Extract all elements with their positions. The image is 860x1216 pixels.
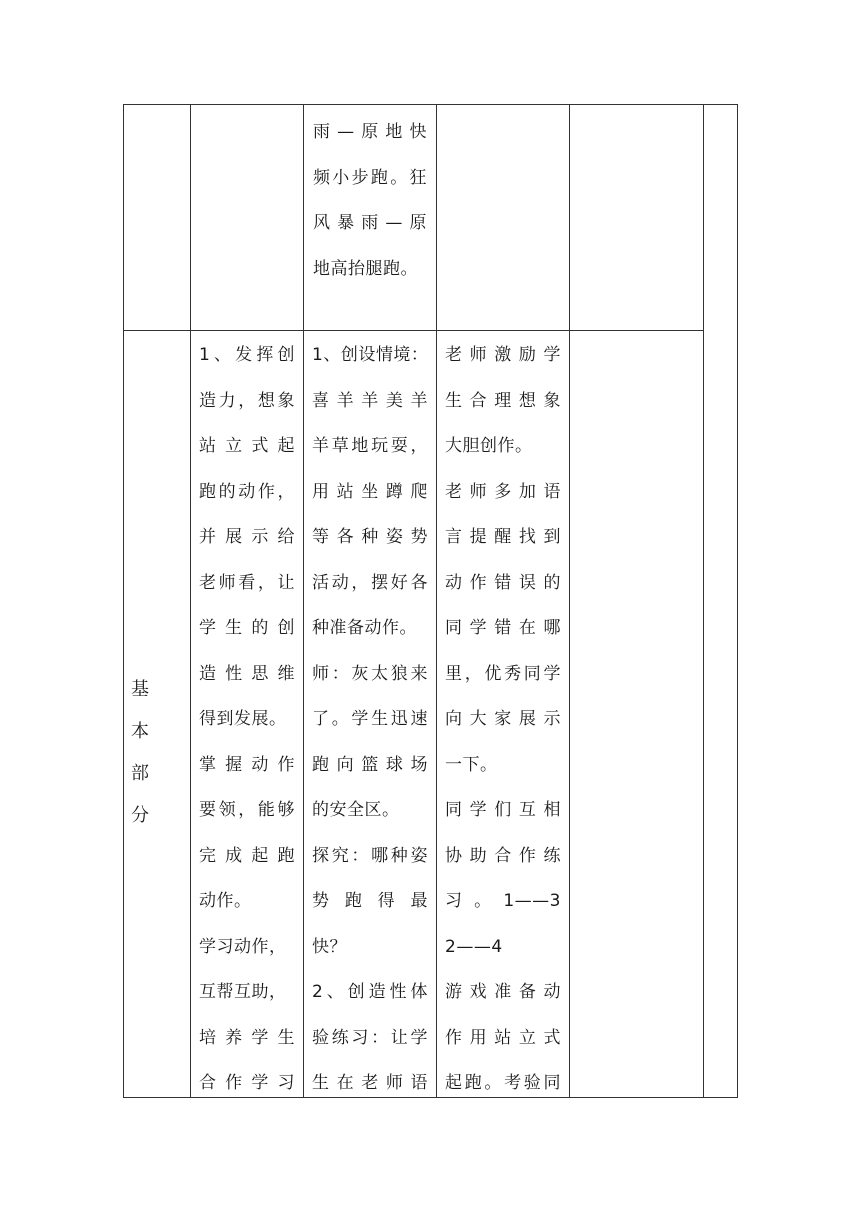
row2-col3-text xyxy=(312,333,428,1107)
text-line: 老师多加语 xyxy=(445,481,561,502)
text-line: 快？ xyxy=(312,936,347,957)
text-line: 1、创设情境： xyxy=(312,345,429,365)
text-line: 风暴雨—原 xyxy=(313,213,427,233)
col-line-2 xyxy=(303,104,304,1098)
row2-col4-text xyxy=(445,333,561,1107)
text-line: 探究：哪种姿 xyxy=(312,845,428,866)
text-line: 造力，想象 xyxy=(199,390,295,411)
text-line: 1、发挥创 xyxy=(199,345,295,365)
row-divider xyxy=(123,330,703,331)
text-line: 势跑得最 xyxy=(312,891,428,911)
text-line: 游戏准备动 xyxy=(445,982,561,1002)
text-line: 跑的动作， xyxy=(199,481,295,502)
text-line: 2——4 xyxy=(445,936,503,957)
text-line: 完成起跑 xyxy=(199,845,295,866)
text-line: 里，优秀同学 xyxy=(445,663,561,684)
text-line: 得到发展。 xyxy=(199,709,287,729)
text-line: 喜羊羊美羊 xyxy=(312,390,428,411)
col-line-4 xyxy=(569,104,570,1098)
text-line: 用站坐蹲爬 xyxy=(312,481,428,502)
row2-col2-text xyxy=(199,333,295,1107)
text-line: 生合理想象 xyxy=(445,390,561,411)
section-label-line: 基本 xyxy=(131,679,162,742)
text-line: 验练习：让学 xyxy=(312,1027,428,1048)
text-line: 频小步跑。狂 xyxy=(313,167,427,188)
text-line: 雨—原地快 xyxy=(313,122,427,142)
text-line: 并展示给 xyxy=(199,527,295,547)
text-line: 协助合作练 xyxy=(445,845,561,866)
col-line-1 xyxy=(190,104,191,1098)
text-line: 了。学生迅速 xyxy=(312,709,428,729)
col-line-5 xyxy=(703,104,704,1098)
section-label xyxy=(131,669,191,837)
text-line: 作用站立式 xyxy=(445,1027,561,1048)
text-line: 羊草地玩耍， xyxy=(312,436,428,456)
text-line: 等各种姿势 xyxy=(312,527,428,547)
text-line: 培养学生 xyxy=(199,1027,295,1048)
text-line: 大胆创作。 xyxy=(445,436,533,456)
text-line: 掌握动作 xyxy=(199,754,295,775)
text-line: 起跑。考验同 xyxy=(445,1073,561,1093)
text-line: 合作学习 xyxy=(199,1073,295,1093)
text-line: 互帮互助， xyxy=(199,982,287,1002)
text-line: 同学们互相 xyxy=(445,800,561,820)
text-line: 要领，能够 xyxy=(199,800,295,820)
text-line: 师：灰太狼来 xyxy=(312,663,428,684)
text-line: 造性思维 xyxy=(199,663,295,684)
text-line: 跑向篮球场 xyxy=(312,754,428,775)
text-line: 动作错误的 xyxy=(445,572,561,593)
text-line: 言提醒找到 xyxy=(445,527,561,547)
col-line-0 xyxy=(123,104,124,1098)
text-line: 习。1——3 xyxy=(445,891,561,911)
text-line: 种准备动作。 xyxy=(312,618,417,638)
text-line: 向大家展示 xyxy=(445,709,561,729)
text-line: 的安全区。 xyxy=(312,800,400,820)
text-line: 站立式起 xyxy=(199,436,295,456)
text-line: 学习动作， xyxy=(199,936,287,957)
row1-col3-text xyxy=(313,110,427,292)
text-line: 地高抬腿跑。 xyxy=(313,258,418,279)
col-line-3 xyxy=(436,104,437,1098)
col-line-6 xyxy=(737,104,738,1098)
text-line: 2、创造性体 xyxy=(312,982,428,1002)
text-line: 老师看，让 xyxy=(199,572,295,593)
text-line: 生在老师语 xyxy=(312,1073,428,1093)
text-line: 动作。 xyxy=(199,891,252,911)
text-line: 同学错在哪 xyxy=(445,618,561,638)
text-line: 学生的创 xyxy=(199,618,295,638)
text-line: 老师激励学 xyxy=(445,345,561,365)
section-label-line: 部分 xyxy=(131,763,162,826)
table-top-border xyxy=(123,104,738,105)
text-line: 一下。 xyxy=(445,754,498,775)
text-line: 活动，摆好各 xyxy=(312,572,428,593)
